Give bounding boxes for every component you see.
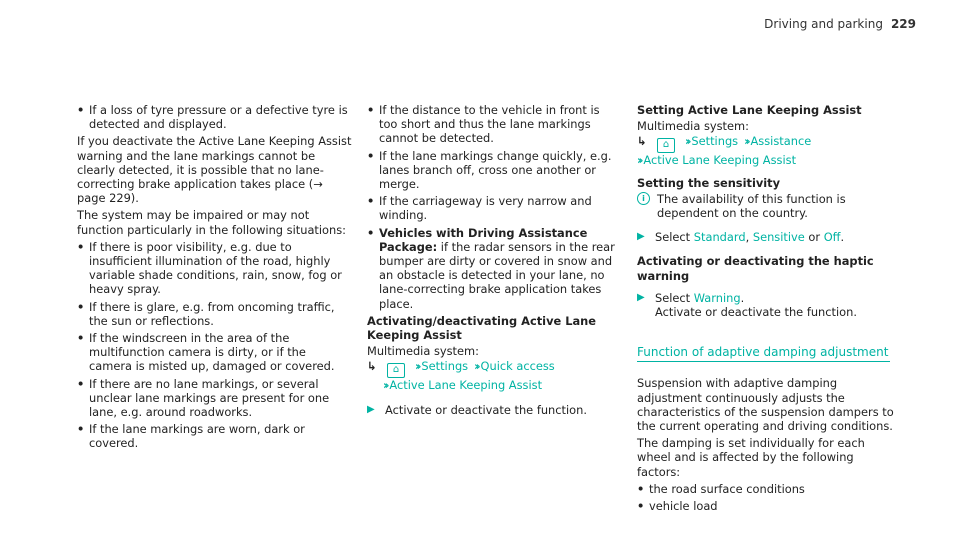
select-label: Select <box>655 230 694 245</box>
list-item: • If a loss of tyre pressure or a defective tyre is detected and displayed. <box>77 103 352 131</box>
option-standard: Standard <box>693 230 746 245</box>
situations-list-continued <box>367 103 619 311</box>
note-text: The availability of this function is dependent on the country. <box>657 191 846 221</box>
list-item: • If there are no lane markings, or several unclear lane markings are present for one lane, e.g. around roadworks. <box>77 377 352 420</box>
home-icon: ⌂ <box>387 363 405 378</box>
period: . <box>740 290 745 305</box>
arrow-right-icon: ↳ <box>637 134 647 149</box>
list-item: • If the lane markings are worn, dark or covered. <box>77 422 352 450</box>
column-2 <box>367 103 619 423</box>
chevron-right-icon: ›› <box>637 153 641 168</box>
nav-alka: Active Lane Keeping Assist <box>389 378 543 393</box>
action-arrow-icon: ▶ <box>637 231 645 243</box>
action-text: Activate or deactivate the function. <box>385 402 587 417</box>
list-item <box>367 226 619 311</box>
heading-setting-alka: Setting Active Lane Keeping Assist <box>637 103 862 117</box>
column-3 <box>637 103 895 516</box>
list-item: • If the windscreen in the area of the multifunction camera is dirty, or if the camera is misted up, damaged or covered. <box>77 331 352 374</box>
chevron-right-icon: ›› <box>685 134 689 149</box>
nav-settings: Settings <box>691 134 739 149</box>
option-off: Off <box>823 230 841 245</box>
action-arrow-icon: ▶ <box>637 291 645 303</box>
comma: , <box>745 230 753 245</box>
nav-alka: Active Lane Keeping Assist <box>643 153 797 168</box>
nav-assistance: Assistance <box>750 134 812 149</box>
list-item: • If the lane markings change quickly, e.g. lanes branch off, cross one another or merge. <box>367 149 619 192</box>
multimedia-label: Multimedia system: <box>637 119 749 134</box>
list-item: • vehicle load <box>637 499 895 513</box>
chevron-right-icon: ›› <box>474 359 478 374</box>
column-1 <box>77 103 352 454</box>
section-name: Driving and parking <box>764 17 883 31</box>
chevron-right-icon: ›› <box>383 378 387 393</box>
factors-list <box>637 482 895 513</box>
heading-activate-alka: Activating/deactivating Active Lane Keeping Assist <box>367 313 596 343</box>
action-step <box>637 291 895 319</box>
paragraph: If you deactivate the Active Lane Keeping Assist warning and the lane markings cannot be clearly detected, it is possible that no lane-correcting brake application takes place (→ page 229). <box>77 134 352 206</box>
action-text: Activate or deactivate the function. <box>655 305 857 320</box>
option-sensitive: Sensitive <box>752 230 805 245</box>
nav-path <box>367 359 619 392</box>
select-label: Select <box>655 290 694 305</box>
period: . <box>840 230 845 245</box>
action-step <box>637 230 895 244</box>
note <box>637 192 895 220</box>
chevron-right-icon: ›› <box>415 359 419 374</box>
nav-path <box>637 134 895 167</box>
page-number: 229 <box>890 17 916 31</box>
bullet-list-top <box>77 103 352 131</box>
list-item: • If the distance to the vehicle in front is too short and thus the lane markings cannot be detected. <box>367 103 619 146</box>
nav-quick-access: Quick access <box>480 359 555 374</box>
heading-sensitivity: Setting the sensitivity <box>637 175 781 190</box>
home-icon: ⌂ <box>657 138 675 153</box>
list-item: • the road surface conditions <box>637 482 895 496</box>
chevron-right-icon: ›› <box>744 134 748 149</box>
or-text: or <box>804 230 824 245</box>
paragraph: Suspension with adaptive damping adjustment continuously adjusts the characteristics of the suspension dampers to the current operating and driving conditions. <box>637 376 894 434</box>
paragraph: The system may be impaired or may not function particularly in the following situations: <box>77 208 347 237</box>
list-item: • If the carriageway is very narrow and winding. <box>367 194 619 222</box>
paragraph: The damping is set individually for each wheel and is affected by the following factors: <box>637 436 865 479</box>
action-step <box>367 403 619 417</box>
option-warning: Warning <box>693 290 741 305</box>
list-item: • If there is poor visibility, e.g. due to insufficient illumination of the road, highly variable shade conditions, rain, snow, fog or heavy spray. <box>77 240 352 297</box>
page-header <box>764 17 916 31</box>
nav-settings: Settings <box>421 359 469 374</box>
heading-haptic-warning: Activating or deactivating the haptic warning <box>637 254 874 283</box>
arrow-right-icon: ↳ <box>367 359 377 374</box>
section-title-adaptive-damping: Function of adaptive damping adjustment <box>637 345 890 362</box>
vdap-text: if the radar sensors in the rear bumper are dirty or covered in snow and an obstacle is detected in your lane, no lane-correcting brake application takes place. <box>379 239 615 311</box>
situations-list <box>77 240 352 451</box>
info-icon: i <box>637 192 650 205</box>
vdap-label: Vehicles with Driving Assistance Package: <box>379 225 588 254</box>
multimedia-label: Multimedia system: <box>367 344 479 359</box>
action-arrow-icon: ▶ <box>367 403 375 415</box>
list-item: • If there is glare, e.g. from oncoming traffic, the sun or reflections. <box>77 300 352 328</box>
